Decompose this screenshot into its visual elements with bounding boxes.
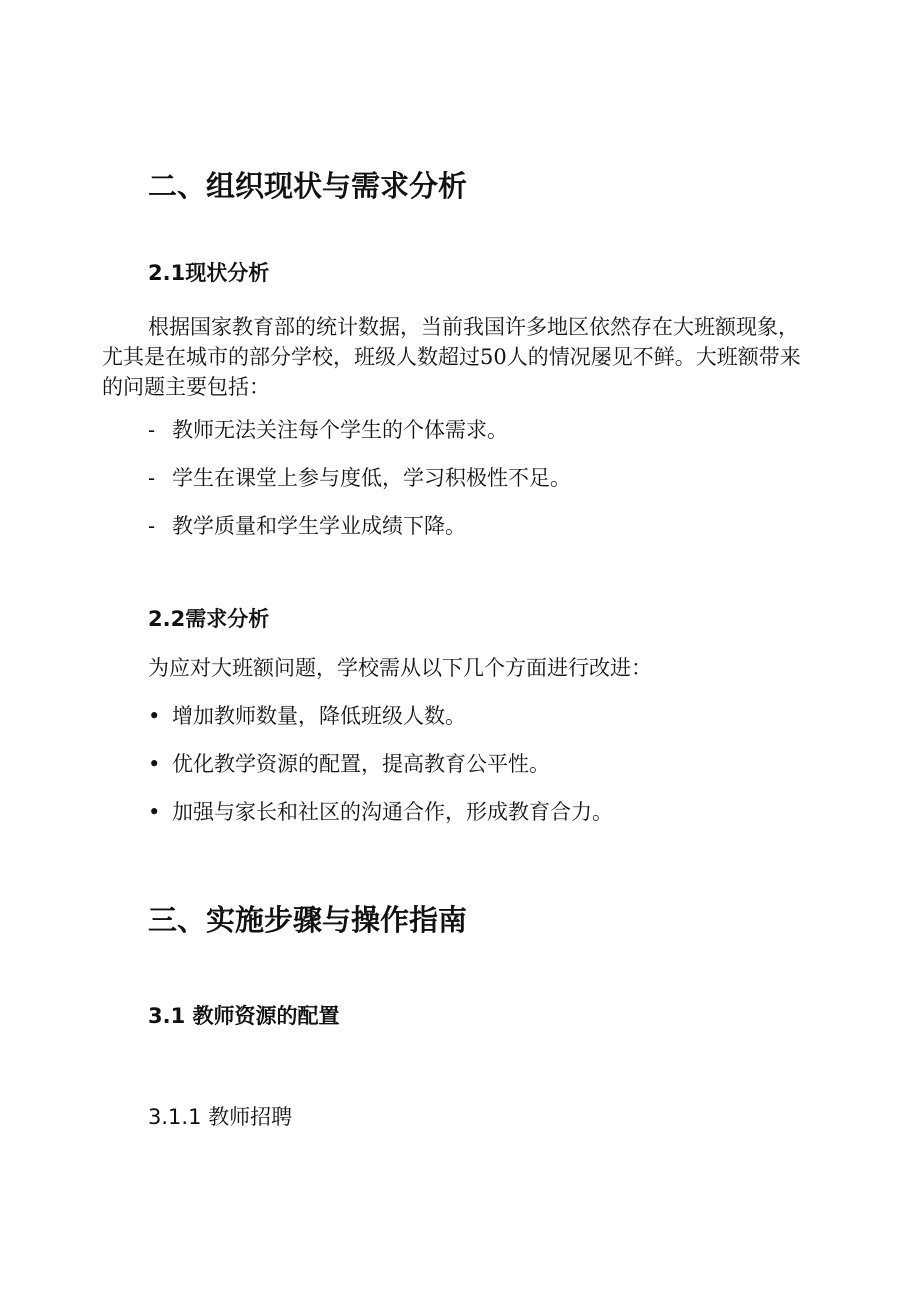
- list-item-text: 学生在课堂上参与度低，学习积极性不足。: [172, 466, 571, 490]
- bullet-marker: •: [148, 800, 161, 824]
- subsection-heading-2-1: 2.1现状分析: [148, 261, 270, 285]
- dash-marker: -: [148, 514, 156, 538]
- paragraph-needs-intro: 为应对大班额问题，学校需从以下几个方面进行改进：: [148, 656, 652, 680]
- subsubsection-heading-3-1-1: 3.1.1 教师招聘: [148, 1105, 293, 1129]
- list-item: [148, 750, 550, 778]
- list-item: [148, 464, 571, 492]
- bullet-marker: •: [148, 704, 161, 728]
- list-item: [148, 512, 466, 540]
- list-item-text: 优化教学资源的配置，提高教育公平性。: [172, 752, 550, 776]
- paragraph-current-status: 根据国家教育部的统计数据，当前我国许多地区依然存在大班额现象，尤其是在城市的部分学校，班级人数超过50人的情况屡见不鲜。大班额带来的问题主要包括：: [102, 315, 801, 399]
- list-item: [148, 702, 466, 730]
- dash-marker: -: [148, 418, 156, 442]
- subsection-heading-3-1: 3.1 教师资源的配置: [148, 1004, 340, 1028]
- list-item: [148, 798, 613, 826]
- list-item-text: 教师无法关注每个学生的个体需求。: [172, 418, 508, 442]
- section-heading-3: 三、实施步骤与操作指南: [148, 903, 468, 937]
- subsection-heading-2-2: 2.2需求分析: [148, 607, 270, 631]
- bullet-marker: •: [148, 752, 161, 776]
- list-item-text: 加强与家长和社区的沟通合作，形成教育合力。: [172, 800, 613, 824]
- list-item-text: 增加教师数量，降低班级人数。: [172, 704, 466, 728]
- list-item-text: 教学质量和学生学业成绩下降。: [172, 514, 466, 538]
- list-item: [148, 416, 508, 444]
- dash-marker: -: [148, 466, 156, 490]
- section-heading-2: 二、组织现状与需求分析: [148, 169, 468, 203]
